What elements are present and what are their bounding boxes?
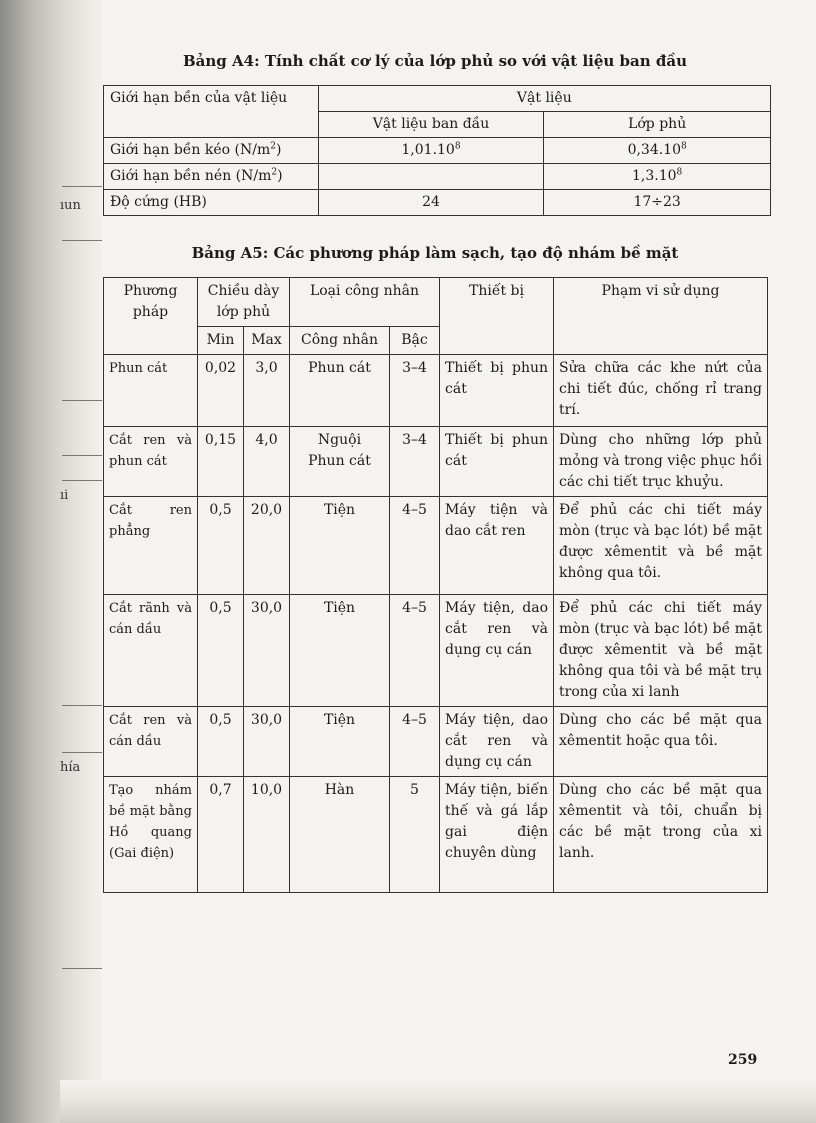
header-worker-type: Loại công nhân xyxy=(290,278,440,327)
table-row xyxy=(104,190,771,216)
original-value xyxy=(318,164,544,190)
original-value: 24 xyxy=(318,190,544,216)
method-cell: Cắt ren và cán dầu xyxy=(104,707,198,777)
table-row xyxy=(104,707,768,777)
table-row xyxy=(104,86,771,112)
coating-value: 17÷23 xyxy=(544,190,771,216)
property-cell: Độ cứng (HB) xyxy=(104,190,319,216)
grade-cell: 5 xyxy=(390,777,440,893)
coating-value: 0,34.10$^8$ xyxy=(544,138,771,164)
min-cell: 0,02 xyxy=(198,355,244,427)
header-property: Giới hạn bền của vật liệu xyxy=(104,86,319,138)
table-row xyxy=(104,278,768,327)
min-cell: 0,5 xyxy=(198,497,244,595)
header-min: Min xyxy=(198,327,244,355)
table-row xyxy=(104,777,768,893)
table-row xyxy=(104,427,768,497)
worker-cell: Nguội Phun cát xyxy=(290,427,390,497)
table-a5-title: Bảng A5: Các phương pháp làm sạch, tạo độ nhám bề mặt xyxy=(191,244,679,262)
grade-cell: 3–4 xyxy=(390,427,440,497)
max-cell: 3,0 xyxy=(244,355,290,427)
header-original: Vật liệu ban đầu xyxy=(318,112,544,138)
grade-cell: 4–5 xyxy=(390,595,440,707)
header-max: Max xyxy=(244,327,290,355)
coating-value: 1,3.10$^8$ xyxy=(544,164,771,190)
max-cell: 4,0 xyxy=(244,427,290,497)
equipment-cell: Máy tiện, dao cắt ren và dụng cụ cán xyxy=(440,707,554,777)
table-row xyxy=(104,164,771,190)
margin-tick xyxy=(62,752,102,753)
equipment-cell: Thiết bị phun cát xyxy=(440,355,554,427)
method-cell: Tạo nhám bề mặt bằng Hồ quang (Gai điện) xyxy=(104,777,198,893)
worker-cell: Phun cát xyxy=(290,355,390,427)
worker-cell: Tiện xyxy=(290,707,390,777)
header-thickness: Chiều dày lớp phủ xyxy=(198,278,290,327)
grade-cell: 4–5 xyxy=(390,497,440,595)
margin-tick xyxy=(62,240,102,241)
scope-cell: Để phủ các chi tiết máy mòn (trục và bạc lót) bề mặt được xêmentit và bề mặt không qua tôi và bề mặt trụ trong của xi lanh xyxy=(554,595,768,707)
table-row xyxy=(104,497,768,595)
table-row xyxy=(104,595,768,707)
page-bottom-shadow xyxy=(60,1080,816,1123)
header-scope: Phạm vi sử dụng xyxy=(554,278,768,355)
min-cell: 0,5 xyxy=(198,707,244,777)
scope-cell: Dùng cho các bề mặt qua xêmentit và tôi, chuẩn bị các bề mặt trong của xi lanh. xyxy=(554,777,768,893)
margin-tick xyxy=(62,400,102,401)
min-cell: 0,5 xyxy=(198,595,244,707)
header-method: Phương pháp xyxy=(104,278,198,355)
max-cell: 20,0 xyxy=(244,497,290,595)
header-coating: Lớp phủ xyxy=(544,112,771,138)
margin-note-2: ıi xyxy=(60,488,69,503)
margin-note-3: hía xyxy=(60,760,81,775)
scope-cell: Để phủ các chi tiết máy mòn (trục và bạc lót) bề mặt được xêmentit và bề mặt không qua tôi. xyxy=(554,497,768,595)
equipment-cell: Máy tiện, biến thế và gá lắp gai điện chuyên dùng xyxy=(440,777,554,893)
scope-cell: Sửa chữa các khe nứt của chi tiết đúc, chống rỉ trang trí. xyxy=(554,355,768,427)
table-row xyxy=(104,138,771,164)
equipment-cell: Máy tiện và dao cắt ren xyxy=(440,497,554,595)
scope-cell: Dùng cho những lớp phủ mỏng và trong việc phục hồi các chi tiết trục khuỷu. xyxy=(554,427,768,497)
method-cell: Cắt ren phẳng xyxy=(104,497,198,595)
table-a5 xyxy=(103,277,768,893)
table-a4-title: Bảng A4: Tính chất cơ lý của lớp phủ so với vật liệu ban đầu xyxy=(183,52,687,70)
margin-note-1: ıun xyxy=(60,198,81,213)
min-cell: 0,7 xyxy=(198,777,244,893)
property-cell: Giới hạn bền nén $(N/m^2)$ xyxy=(104,164,319,190)
header-equipment: Thiết bị xyxy=(440,278,554,355)
property-cell: Giới hạn bền kéo $(N/m^2)$ xyxy=(104,138,319,164)
max-cell: 30,0 xyxy=(244,707,290,777)
worker-cell: Hàn xyxy=(290,777,390,893)
header-material: Vật liệu xyxy=(318,86,770,112)
equipment-cell: Thiết bị phun cát xyxy=(440,427,554,497)
grade-cell: 4–5 xyxy=(390,707,440,777)
page-number: 259 xyxy=(728,1052,758,1068)
method-cell: Cắt ren và phun cát xyxy=(104,427,198,497)
table-row xyxy=(104,355,768,427)
table-a4 xyxy=(103,85,771,216)
method-cell: Cắt rãnh và cán dầu xyxy=(104,595,198,707)
header-worker: Công nhân xyxy=(290,327,390,355)
method-cell: Phun cát xyxy=(104,355,198,427)
scope-cell: Dùng cho các bề mặt qua xêmentit hoặc qua tôi. xyxy=(554,707,768,777)
worker-cell: Tiện xyxy=(290,595,390,707)
margin-tick xyxy=(62,968,102,969)
margin-tick xyxy=(62,480,102,481)
max-cell: 10,0 xyxy=(244,777,290,893)
header-grade: Bậc xyxy=(390,327,440,355)
min-cell: 0,15 xyxy=(198,427,244,497)
grade-cell: 3–4 xyxy=(390,355,440,427)
margin-tick xyxy=(62,186,102,187)
book-spine-shadow xyxy=(0,0,102,1123)
original-value: 1,01.10$^8$ xyxy=(318,138,544,164)
margin-tick xyxy=(62,455,102,456)
max-cell: 30,0 xyxy=(244,595,290,707)
worker-cell: Tiện xyxy=(290,497,390,595)
margin-tick xyxy=(62,705,102,706)
equipment-cell: Máy tiện, dao cắt ren và dụng cụ cán xyxy=(440,595,554,707)
